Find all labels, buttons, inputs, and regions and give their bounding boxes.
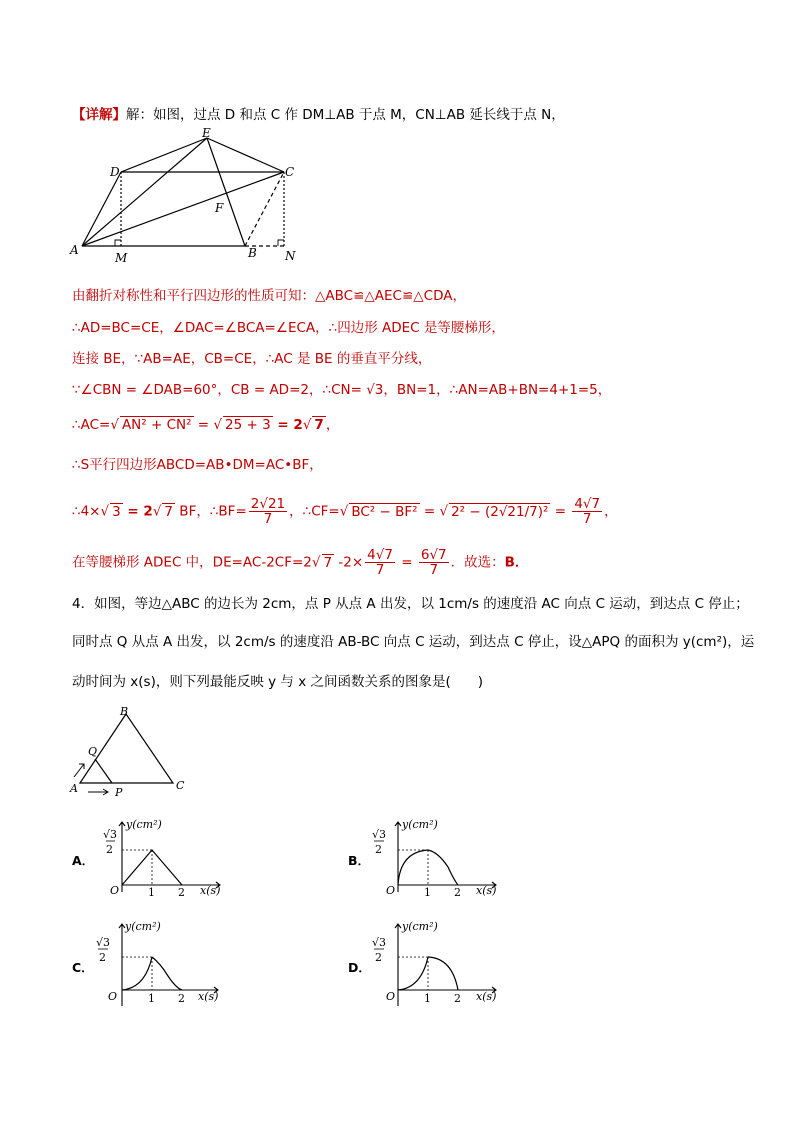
solution-tag: 【详解】 — [72, 107, 126, 123]
svg-text:y(cm²): y(cm²) — [402, 920, 438, 933]
label-N: N — [285, 249, 296, 263]
tri-label-A: A — [70, 782, 78, 795]
fraction-cf: $\frac{4√7}{7}$ — [574, 496, 601, 528]
svg-text:y(cm²): y(cm²) — [402, 818, 438, 831]
graph-c — [90, 918, 230, 1008]
option-c-label[interactable]: C． — [72, 960, 94, 975]
label-A: A — [70, 243, 79, 257]
svg-text:√3: √3 — [103, 828, 118, 841]
svg-text:1: 1 — [148, 992, 155, 1005]
svg-text:2: 2 — [99, 951, 106, 964]
svg-text:√3: √3 — [372, 828, 387, 841]
solution-line-5: ∴AC=√ AN² + CN² = √ 25 + 3 = 2√ 7 ， — [72, 417, 340, 433]
svg-text:2: 2 — [178, 992, 185, 1005]
question-line-1: 4．如图，等边△ABC 的边长为 2cm，点 P 从点 A 出发，以 1cm/s 的速度沿 AC 向点 C 运动，到达点 C 停止； — [72, 596, 749, 612]
solution-intro — [72, 103, 565, 123]
graph-a — [92, 812, 232, 898]
svg-text:2: 2 — [106, 843, 113, 856]
svg-text:O: O — [386, 990, 396, 1003]
svg-text:y(cm²): y(cm²) — [126, 818, 162, 831]
svg-text:1: 1 — [424, 992, 431, 1005]
option-d-label[interactable]: D． — [348, 960, 371, 975]
solution-intro-text: 解：如图，过点 D 和点 C 作 DM⊥AB 于点 M，CN⊥AB 延长线于点 N， — [126, 107, 565, 123]
svg-text:2: 2 — [178, 886, 185, 898]
question-line-2: 同时点 Q 从点 A 出发，以 2cm/s 的速度沿 AB-BC 向点 C 运动，到达点 C 停止，设△APQ 的面积为 y(cm²)，运 — [72, 634, 755, 650]
svg-text:x(s): x(s) — [198, 990, 219, 1003]
label-C: C — [285, 165, 295, 179]
fraction-de-2: $\frac{6√7}{7}$ — [420, 547, 447, 579]
solution-line-4: ∵∠CBN = ∠DAB=60°，CB = AD=2，∴CN= √3，BN=1，∴AN=AB+BN=4+1=5， — [72, 382, 612, 398]
svg-text:√3: √3 — [372, 936, 387, 949]
triangle-figure — [66, 702, 196, 800]
svg-text:O: O — [110, 884, 120, 897]
graph-b — [368, 812, 508, 898]
question-line-3: 动时间为 x(s)，则下列最能反映 y 与 x 之间函数关系的图象是( ) — [72, 674, 484, 690]
svg-text:1: 1 — [424, 886, 431, 898]
svg-text:1: 1 — [148, 886, 155, 898]
svg-text:2: 2 — [375, 843, 382, 856]
solution-line-1: 由翻折对称性和平行四边形的性质可知：△ABC≌△AEC≌△CDA， — [72, 288, 466, 304]
svg-text:O: O — [386, 884, 396, 897]
tri-label-B: B — [120, 705, 129, 718]
tri-label-Q: Q — [88, 745, 98, 758]
fraction-de-1: $\frac{4√7}{7}$ — [367, 547, 393, 579]
tri-label-P: P — [115, 786, 123, 799]
parallelogram-figure — [68, 128, 308, 268]
label-M: M — [115, 251, 128, 265]
svg-text:2: 2 — [454, 886, 461, 898]
tri-label-C: C — [176, 779, 185, 792]
fraction-bf: $\frac{2√21}{7}$ — [250, 496, 286, 528]
svg-text:√3: √3 — [96, 936, 111, 949]
svg-text:2: 2 — [375, 951, 382, 964]
option-b-label[interactable]: B． — [348, 853, 371, 868]
svg-text:x(s): x(s) — [476, 884, 497, 897]
label-E: E — [202, 128, 211, 140]
solution-line-2: ∴AD=BC=CE，∠DAC=∠BCA=∠ECA，∴四边形 ADEC 是等腰梯形， — [72, 320, 505, 336]
solution-line-6: ∴S平行四边形ABCD=AB•DM=AC•BF， — [72, 457, 323, 473]
solution-line-3: 连接 BE，∵AB=AE，CB=CE，∴AC 是 BE 的垂直平分线， — [72, 351, 432, 367]
label-D: D — [110, 165, 120, 179]
svg-text:x(s): x(s) — [476, 990, 497, 1003]
solution-line-8: 在等腰梯形 ADEC 中，DE=AC-2CF=2√ 7 -2× $\frac{4√7}{7}$ = $\frac{6√7}{7}$ ．故选：B． — [72, 547, 529, 579]
option-a-label[interactable]: A． — [72, 853, 95, 868]
svg-text:x(s): x(s) — [200, 884, 221, 897]
label-F: F — [215, 201, 224, 215]
solution-line-7: ∴4×√ 3 = 2√ 7 BF，∴BF= $\frac{2√21}{7}$ ，∴CF=√ BC² − BF² = √ 2² − (2√21/7)² = $\frac{4√7}{7}$ ， — [72, 496, 618, 528]
svg-text:2: 2 — [454, 992, 461, 1005]
svg-text:O: O — [108, 990, 118, 1003]
svg-text:y(cm²): y(cm²) — [125, 920, 161, 933]
graph-d — [368, 918, 508, 1008]
label-B: B — [248, 246, 257, 260]
